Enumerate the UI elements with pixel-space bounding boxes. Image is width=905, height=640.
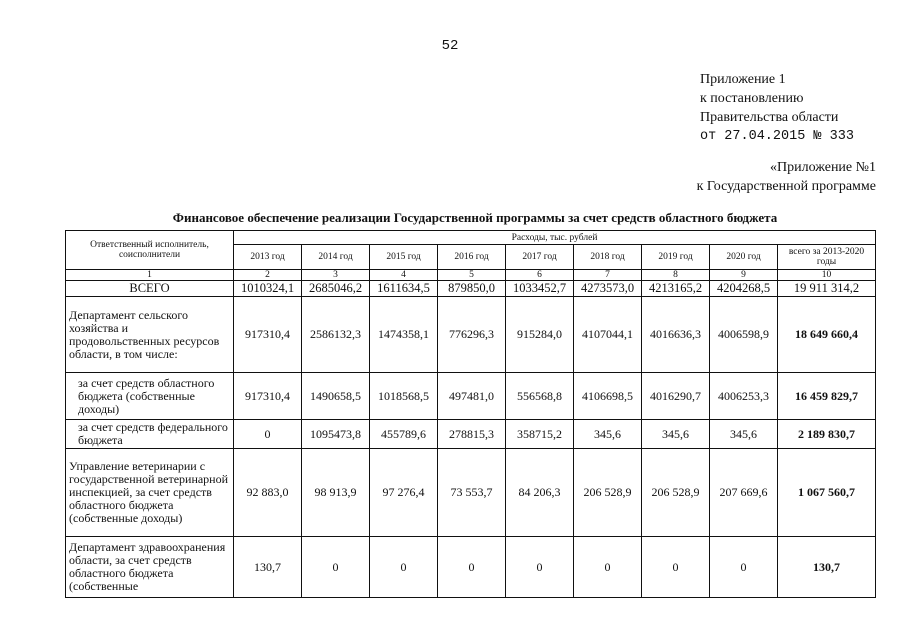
table-cell: 0	[642, 537, 710, 598]
table-cell-total: 130,7	[778, 537, 876, 598]
table-cell-total: 16 459 829,7	[778, 373, 876, 420]
table-cell: 278815,3	[438, 420, 506, 449]
column-number: 5	[438, 270, 506, 281]
table-cell: 4204268,5	[710, 281, 778, 297]
header-year: 2018 год	[574, 245, 642, 270]
table-cell: 84 206,3	[506, 449, 574, 537]
table-cell: 1474358,1	[370, 297, 438, 373]
header-year: 2014 год	[302, 245, 370, 270]
column-number: 7	[574, 270, 642, 281]
column-number: 1	[66, 270, 234, 281]
column-number: 6	[506, 270, 574, 281]
row-label: Департамент сельского хозяйства и продовольственных ресурсов области, в том числе:	[66, 297, 234, 373]
table-cell: 206 528,9	[574, 449, 642, 537]
header-year: 2013 год	[234, 245, 302, 270]
header-responsible: Ответственный исполнитель, соисполнители	[66, 231, 234, 270]
appendix-block	[700, 70, 854, 146]
header-year: 2019 год	[642, 245, 710, 270]
row-label: за счет средств областного бюджета (собственные доходы)	[66, 373, 234, 420]
table-cell: 4016636,3	[642, 297, 710, 373]
header-total: всего за 2013-2020 годы	[778, 245, 876, 270]
table-cell: 917310,4	[234, 373, 302, 420]
table-cell: 4106698,5	[574, 373, 642, 420]
column-number: 8	[642, 270, 710, 281]
table-row	[66, 373, 876, 420]
program-appendix-line-1: «Приложение №1	[770, 160, 876, 175]
table-row	[66, 449, 876, 537]
table-cell: 1611634,5	[370, 281, 438, 297]
table-cell: 73 553,7	[438, 449, 506, 537]
table-cell: 2586132,3	[302, 297, 370, 373]
table-cell: 0	[370, 537, 438, 598]
table-cell: 207 669,6	[710, 449, 778, 537]
table-cell-total: 2 189 830,7	[778, 420, 876, 449]
row-label: за счет средств федерального бюджета	[66, 420, 234, 449]
table-row	[66, 297, 876, 373]
header-year: 2016 год	[438, 245, 506, 270]
table-cell-total: 18 649 660,4	[778, 297, 876, 373]
table-cell: 4006598,9	[710, 297, 778, 373]
table-cell: 130,7	[234, 537, 302, 598]
table-cell: 98 913,9	[302, 449, 370, 537]
table-cell: 2685046,2	[302, 281, 370, 297]
row-label: Департамент здравоохранения области, за счет средств областного бюджета (собственные	[66, 537, 234, 598]
row-label: Управление ветеринарии с государственной ветеринарной инспекцией, за счет средств областного бюджета (собственные доходы)	[66, 449, 234, 537]
column-number: 9	[710, 270, 778, 281]
header-expenses: Расходы, тыс. рублей	[234, 231, 876, 245]
table-cell: 345,6	[574, 420, 642, 449]
table-cell: 879850,0	[438, 281, 506, 297]
appendix-line-3: Правительства области	[700, 110, 839, 125]
table-cell: 345,6	[642, 420, 710, 449]
table-row	[66, 537, 876, 598]
document-title: Финансовое обеспечение реализации Государственной программы за счет средств областного бюджета	[172, 210, 778, 225]
table-cell: 0	[302, 537, 370, 598]
table-cell: 915284,0	[506, 297, 574, 373]
program-appendix-block	[697, 158, 876, 196]
table-cell: 0	[438, 537, 506, 598]
table-cell: 4006253,3	[710, 373, 778, 420]
table-cell: 1018568,5	[370, 373, 438, 420]
table-cell: 19 911 314,2	[778, 281, 876, 297]
table-cell: 917310,4	[234, 297, 302, 373]
appendix-line-1: Приложение 1	[700, 72, 786, 87]
table-cell: 497481,0	[438, 373, 506, 420]
table-cell: 0	[506, 537, 574, 598]
page-number: 52	[441, 38, 459, 54]
table-cell: 4213165,2	[642, 281, 710, 297]
column-number: 10	[778, 270, 876, 281]
appendix-line-2: к постановлению	[700, 91, 804, 106]
table-cell: 4273573,0	[574, 281, 642, 297]
table-cell: 4016290,7	[642, 373, 710, 420]
table-cell: 556568,8	[506, 373, 574, 420]
table-cell: 0	[574, 537, 642, 598]
header-year: 2020 год	[710, 245, 778, 270]
table-cell: 0	[234, 420, 302, 449]
row-label: ВСЕГО	[66, 281, 234, 297]
table-cell: 776296,3	[438, 297, 506, 373]
table-cell: 1095473,8	[302, 420, 370, 449]
column-number: 3	[302, 270, 370, 281]
column-number: 2	[234, 270, 302, 281]
table-row-total	[66, 281, 876, 297]
column-number: 4	[370, 270, 438, 281]
table-cell: 1033452,7	[506, 281, 574, 297]
table-cell: 206 528,9	[642, 449, 710, 537]
table-cell: 92 883,0	[234, 449, 302, 537]
table-cell: 0	[710, 537, 778, 598]
table-cell: 1010324,1	[234, 281, 302, 297]
table-cell-total: 1 067 560,7	[778, 449, 876, 537]
table-row	[66, 420, 876, 449]
table-cell: 345,6	[710, 420, 778, 449]
header-year: 2017 год	[506, 245, 574, 270]
table-cell: 455789,6	[370, 420, 438, 449]
program-appendix-line-2: к Государственной программе	[696, 179, 876, 194]
table-cell: 4107044,1	[574, 297, 642, 373]
header-year: 2015 год	[370, 245, 438, 270]
appendix-line-4: от 27.04.2015 № 333	[700, 129, 854, 144]
funding-table	[65, 230, 876, 598]
table-cell: 1490658,5	[302, 373, 370, 420]
table-cell: 358715,2	[506, 420, 574, 449]
table-cell: 97 276,4	[370, 449, 438, 537]
